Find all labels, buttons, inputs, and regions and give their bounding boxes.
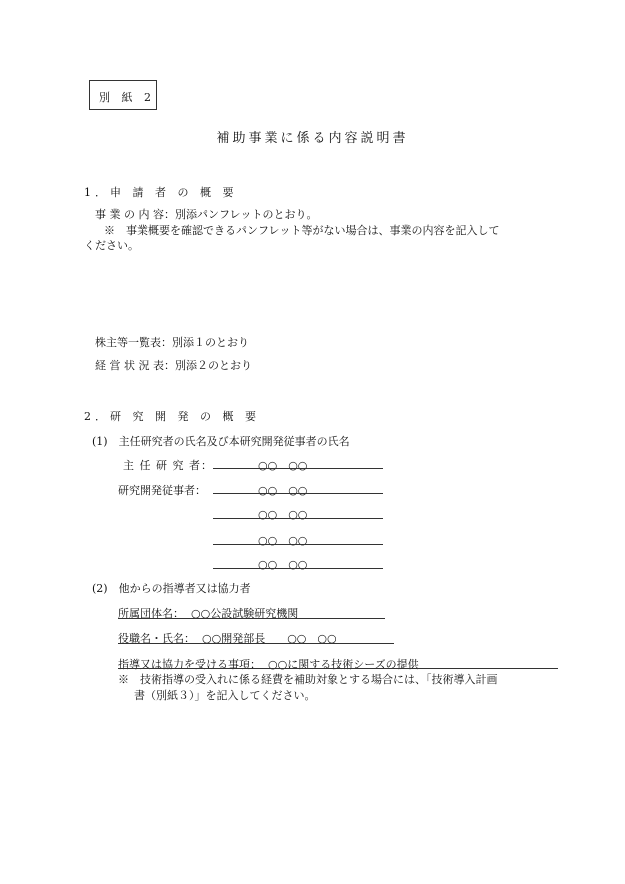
sub2-heading: (2) 他からの指導者又は協力者 [92,582,251,595]
position-label: 役職名・氏名： [118,632,195,645]
lead-researcher-underline [213,468,383,469]
business-note-line1: ※ 事業概要を確認できるパンフレット等がない場合は、事業の内容を記入して [104,224,500,237]
staff-underline [213,544,383,545]
staff-name: ○○ ○○ [258,534,308,547]
sub1-heading: (1) 主任研究者の氏名及び本研究開発従事者の氏名 [92,435,350,448]
document-title: 補助事業に係る内容説明書 [216,131,409,146]
organization-underline [118,618,385,619]
staff-name: ○○ ○○ [258,484,308,497]
staff-label: 研究開発従事者： [118,484,206,497]
shareholders-value: 別添１のとおり [172,336,249,349]
guidance-value: ○○に関する技術シーズの提供 [268,658,419,671]
section1-heading: 1．申 請 者 の 概 要 [84,186,238,199]
staff-underline [213,518,383,519]
organization-label: 所属団体名： [118,607,184,620]
business-content-label: 事 業 の 内 容： [95,208,175,221]
section2-heading: 2．研 究 開 発 の 概 要 [84,410,260,423]
business-content-value: 別添パンフレットのとおり。 [175,208,318,221]
guidance-note-line2: 書（別紙３）」を記入してください。 [134,689,316,702]
business-status-row [95,357,252,373]
staff-name: ○○ ○○ [258,558,308,571]
shareholders-row [95,334,249,350]
position-value: ○○開発部長 ○○ ○○ [202,632,337,645]
business-content-row [95,206,317,222]
organization-value: ○○公設試験研究機関 [191,607,299,620]
guidance-note-line1: ※ 技術指導の受入れに係る経費を補助対象とする場合には、「技術導入計画 [118,673,498,686]
shareholders-label: 株主等一覧表： [95,336,172,349]
attachment-label-box [89,80,157,110]
staff-underline [213,568,383,569]
business-status-value: 別添２のとおり [175,359,252,372]
guidance-label: 指導又は協力を受ける事項： [118,658,261,671]
business-status-label: 経 営 状 況 表： [95,359,175,372]
attachment-label: 別 紙 2 [99,91,155,104]
business-note-line2: ください。 [84,239,139,252]
position-underline [118,643,394,644]
lead-researcher-name: ○○ ○○ [258,459,308,472]
staff-name: ○○ ○○ [258,508,308,521]
lead-researcher-label: 主 任 研 究 者： [123,459,213,472]
guidance-row [118,656,419,672]
staff-underline [213,493,383,494]
guidance-underline [118,668,558,669]
